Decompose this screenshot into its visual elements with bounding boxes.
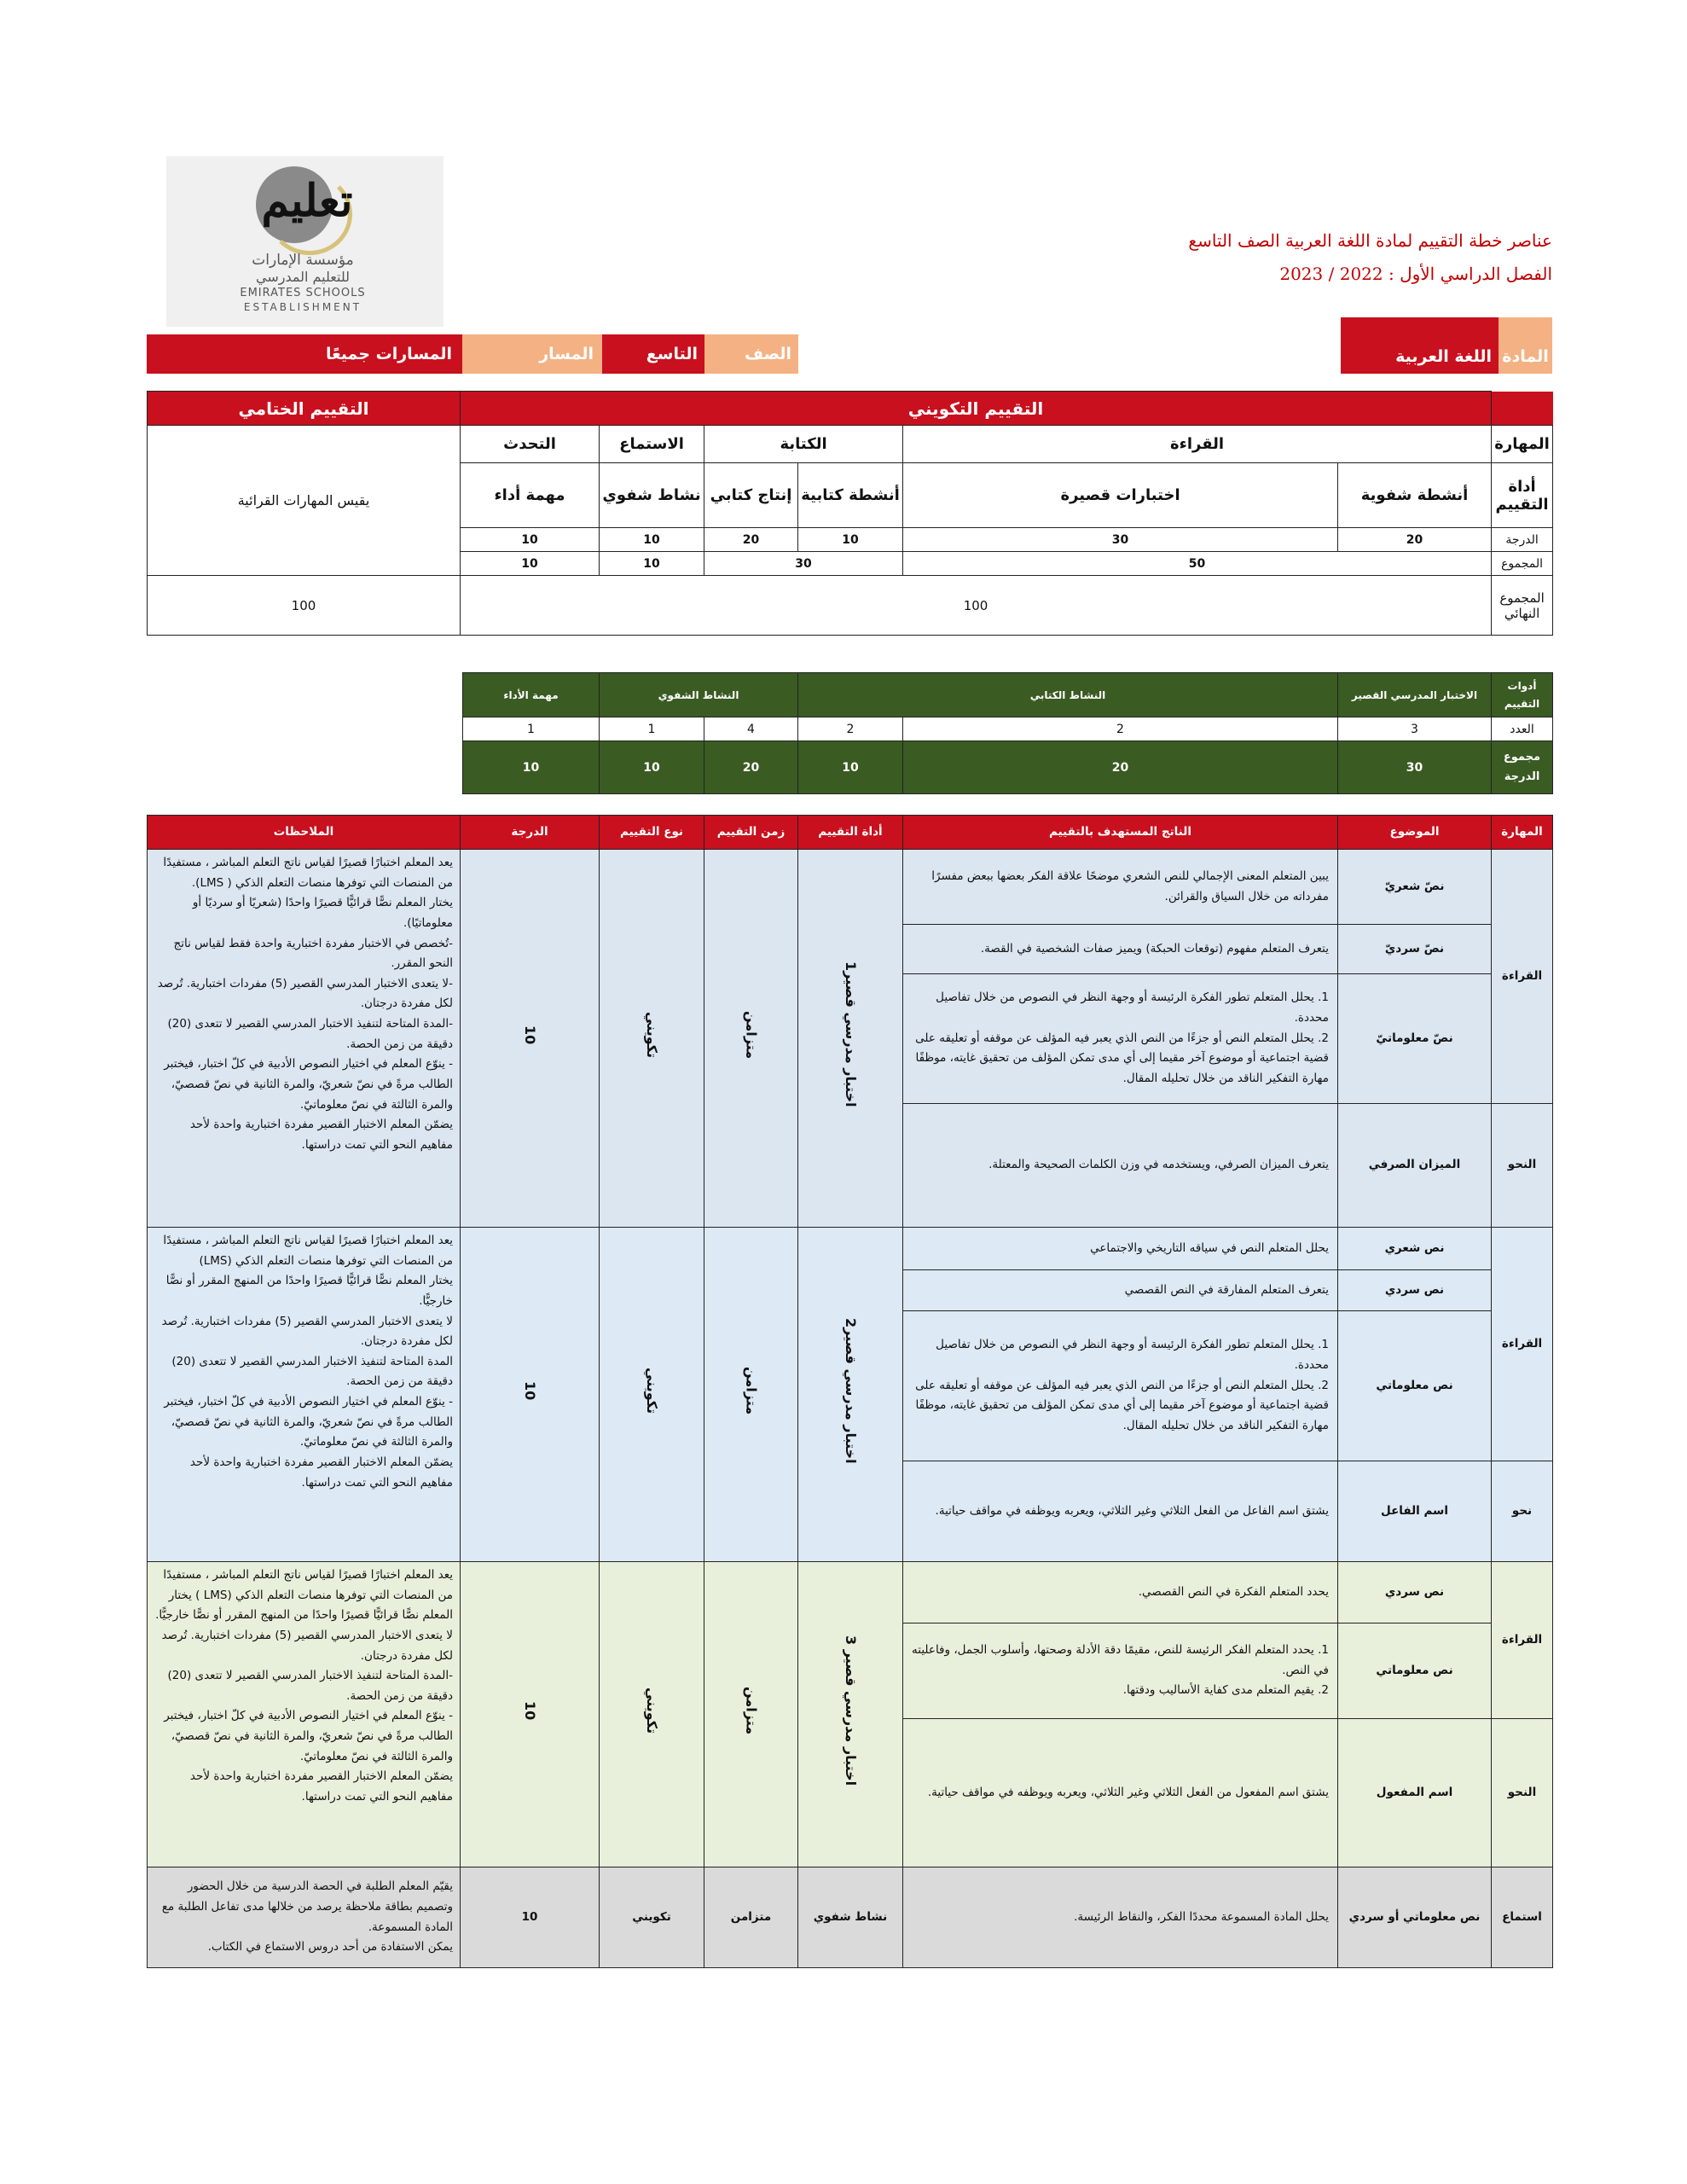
g3-type-text: تكويني xyxy=(644,1687,660,1734)
skill-reading: القراءة xyxy=(903,426,1492,463)
g3-skill-reading: القراءة xyxy=(1492,1562,1553,1719)
tool-short-tests: اختبارات قصيرة xyxy=(903,463,1338,528)
tools-table xyxy=(462,672,1553,794)
g1-notes xyxy=(148,850,461,1228)
count-cell: 3 xyxy=(1338,717,1492,741)
g2-type xyxy=(600,1228,704,1562)
g2-time xyxy=(704,1228,798,1562)
g2-notes-text: يعد المعلم اختبارًا قصيرًا لقياس ناتج التعلم المباشر ، مستفيدًا من المنصات التي توفرها منصات التعلم الذكي (LMS) يختار المعلم نصًّا قرائيًّا قصيرًا واحدًا من المنهج المقرر أو نصًّا خارجيًّا. لا يتعدى الاختبار المدرسي القصير (5) مفردات اختبارية. تُرصد لكل مفردة درجتان. المدة المتاحة لتنفيذ الاختبار المدرسي القصير لا تتعدى (20) دقيقة من زمن الحصة. - ينوّع المعلم في اختيار النصوص الأدبية في كلّ اختبار، فيختبر الطالب مرةً في نصّ شعريّ، والمرة الثانية في نصّ قصصيّ، والمرة الثالثة في نصّ معلوماتيّ. يضمّن المعلم الاختبار القصير مفردة اختبارية واحدة لأحد مفاهيم النحو التي تمت دراستها. xyxy=(161,1234,453,1490)
logo-line1: مؤسسة الإمارات xyxy=(252,252,354,269)
tool-written: النشاط الكتابي xyxy=(798,673,1338,717)
final-total-formative: 100 xyxy=(461,576,1492,636)
info-bar xyxy=(147,334,1552,374)
subject-value: اللغة العربية xyxy=(1341,317,1499,374)
g1-type xyxy=(600,850,704,1228)
g2-skill-reading: القراءة xyxy=(1492,1228,1553,1461)
g4-grade: 10 xyxy=(461,1867,600,1968)
sum-cell: 20 xyxy=(903,741,1338,794)
g1-outcome: يتعرف الميزان الصرفي، ويستخدمه في وزن الكلمات الصحيحة والمعتلة. xyxy=(903,1104,1338,1228)
g1-tool-text: اختبار مدرسي قصير1 xyxy=(843,961,859,1107)
g3-notes xyxy=(148,1562,461,1867)
col-tool: أداة التقييم xyxy=(798,816,903,850)
g3-time xyxy=(704,1562,798,1867)
grade-oral: 20 xyxy=(1338,528,1492,552)
grade-short-tests: 30 xyxy=(903,528,1338,552)
formative-header: التقييم التكويني xyxy=(461,392,1492,426)
g2-outcome-text: 1. يحلل المتعلم تطور الفكرة الرئيسة أو وجهة النظر في النصوص من خلال تفاصيل محددة. 2. يحلل المتعلم النص أو جزءًا من النص الذي يعبر فيه المؤلف عن موقفه أو تعليقه على قضية اجتماعية أو موضوع آخر مقيما إلى أي مدى تمكن المؤلف من تحقيق غايته، موظفًا مهارة التفكير الناقد من خلال تحليله المقال. xyxy=(915,1338,1329,1432)
g2-tool-text: اختبار مدرسي قصير2 xyxy=(843,1317,859,1464)
g3-tool xyxy=(798,1562,903,1867)
g3-outcome xyxy=(903,1623,1338,1719)
g1-topic: نصّ سرديّ xyxy=(1338,925,1492,974)
summary-table xyxy=(147,391,1553,636)
g1-grade xyxy=(461,850,600,1228)
grade-value: التاسع xyxy=(602,334,704,374)
page-title: عناصر خطة التقييم لمادة اللغة العربية الصف التاسع xyxy=(1188,230,1552,251)
count-label: العدد xyxy=(1492,717,1553,741)
g1-time xyxy=(704,850,798,1228)
g2-outcome: يشتق اسم الفاعل من الفعل الثلاثي وغير الثلاثي، ويعربه ويوظفه في مواقف حياتية. xyxy=(903,1461,1338,1562)
g3-grade-text: 10 xyxy=(522,1701,538,1721)
total-writing: 30 xyxy=(704,552,903,576)
g4-tool: نشاط شفوي xyxy=(798,1867,903,1968)
g1-outcome: يتعرف المتعلم مفهوم (توقعات الحبكة) ويميز صفات الشخصية في القصة. xyxy=(903,925,1338,974)
g1-skill-grammar: النحو xyxy=(1492,1104,1553,1228)
subject-label: المادة xyxy=(1499,317,1552,374)
g4-notes xyxy=(148,1867,461,1968)
col-type: نوع التقييم xyxy=(600,816,704,850)
tool-perf: مهمة الأداء xyxy=(463,673,600,717)
g2-topic: اسم الفاعل xyxy=(1338,1461,1492,1562)
col-time: زمن التقييم xyxy=(704,816,798,850)
track-label: المسار xyxy=(462,334,602,374)
logo-word: تعليم xyxy=(261,175,353,227)
logo xyxy=(166,156,443,327)
track-value: المسارات جميعًا xyxy=(147,334,462,374)
skill-listening: الاستماع xyxy=(600,426,704,463)
total-listening: 10 xyxy=(600,552,704,576)
count-cell: 2 xyxy=(903,717,1338,741)
tool-perf-task: مهمة أداء xyxy=(461,463,600,528)
g2-tool xyxy=(798,1228,903,1562)
g1-outcome xyxy=(903,974,1338,1104)
g1-topic: الميزان الصرفي xyxy=(1338,1104,1492,1228)
g2-topic: نص سردي xyxy=(1338,1270,1492,1311)
col-outcome: الناتج المستهدف بالتقييم xyxy=(903,816,1338,850)
final-total-label: المجموع النهائي xyxy=(1492,576,1553,636)
col-topic: الموضوع xyxy=(1338,816,1492,850)
g3-tool-text: اختبار مدرسي قصير 3 xyxy=(843,1635,859,1786)
final-total-final: 100 xyxy=(148,576,461,636)
grade-oral-act: 10 xyxy=(600,528,704,552)
g4-type: تكويني xyxy=(600,1867,704,1968)
tool-writing-prod: إنتاج كتابي xyxy=(704,463,798,528)
grade-perf-task: 10 xyxy=(461,528,600,552)
g3-skill-grammar: النحو xyxy=(1492,1719,1553,1867)
g4-outcome: يحلل المادة المسموعة محددًا الفكر، والنقاط الرئيسة. xyxy=(903,1867,1338,1968)
g1-notes-text: يعد المعلم اختبارًا قصيرًا لقياس ناتج التعلم المباشر ، مستفيدًا من المنصات التي توفرها منصات التعلم الذكي ( LMS). يختار المعلم نصًّا قرائيًّا قصيرًا واحدًا (شعريًا أو سرديًا أو معلوماتيًا). -تُخصص في الاختبار مفردة اختبارية واحدة فقط لقياس ناتج النحو المقرر. -لا يتعدى الاختبار المدرسي القصير (5) مفردات اختبارية. تُرصد لكل مفردة درجتان. -المدة المتاحة لتنفيذ الاختبار المدرسي القصير لا تتعدى (20) دقيقة من زمن الحصة. - ينوّع المعلم في اختيار النصوص الأدبية في كلّ اختبار، فيختبر الطالب مرةً في نصّ شعريّ، والمرة الثانية في نصّ قصصيّ، والمرة الثالثة في نصّ معلوماتيّ. يضمّن المعلم الاختبار القصير مفردة اختبارية واحدة لأحد مفاهيم النحو التي تمت دراستها. xyxy=(157,856,453,1152)
g2-outcome xyxy=(903,1311,1338,1461)
g1-topic: نصّ معلوماتيّ xyxy=(1338,974,1492,1104)
detail-table xyxy=(147,815,1553,1968)
grade-label: الصف xyxy=(704,334,798,374)
g3-topic: اسم المفعول xyxy=(1338,1719,1492,1867)
g3-outcome-text: 1. يحدد المتعلم الفكر الرئيسة للنص، مقيمًا دقة الأدلة وصحتها، وأسلوب الجمل، وفاعليته في النص. 2. يقيم المتعلم مدى كفاية الأساليب ودقتها. xyxy=(912,1643,1329,1698)
tool-oral: أنشطة شفوية xyxy=(1338,463,1492,528)
total-reading: 50 xyxy=(903,552,1492,576)
g1-tool xyxy=(798,850,903,1228)
g2-grade-text: 10 xyxy=(522,1381,538,1401)
total-label: المجموع xyxy=(1492,552,1553,576)
g2-topic: نص معلوماتي xyxy=(1338,1311,1492,1461)
tool-label: أداة التقييم xyxy=(1492,463,1553,528)
skill-speaking: التحدث xyxy=(461,426,600,463)
col-notes: الملاحظات xyxy=(148,816,461,850)
tools-label: أدوات التقييم xyxy=(1492,673,1553,717)
grade-label: الدرجة xyxy=(1492,528,1553,552)
g4-time: متزامن xyxy=(704,1867,798,1968)
count-cell: 1 xyxy=(463,717,600,741)
g4-topic: نص معلوماتي أو سردي xyxy=(1338,1867,1492,1968)
g2-outcome: يتعرف المتعلم المفارقة في النص القصصي xyxy=(903,1270,1338,1311)
col-grade: الدرجة xyxy=(461,816,600,850)
g3-outcome: يشتق اسم المفعول من الفعل الثلاثي وغير الثلاثي، ويعربه ويوظفه في مواقف حياتية. xyxy=(903,1719,1338,1867)
sum-cell: 10 xyxy=(798,741,903,794)
g1-outcome-text: 1. يحلل المتعلم تطور الفكرة الرئيسة أو وجهة النظر في النصوص من خلال تفاصيل محددة. 2. يحلل المتعلم النص أو جزءًا من النص الذي يعبر فيه المؤلف عن موقفه أو تعليقه على قضية اجتماعية أو موضوع آخر مقيما إلى أي مدى تمكن المؤلف من تحقيق غايته، موظفًا مهارة التفكير الناقد من خلال تحليله المقال. xyxy=(915,990,1329,1085)
tool-oral-act: نشاط شفوي xyxy=(600,463,704,528)
g2-skill-grammar: نحو xyxy=(1492,1461,1553,1562)
g3-topic: نص سردي xyxy=(1338,1562,1492,1623)
tool-writing-acts: أنشطة كتابية xyxy=(798,463,903,528)
sum-cell: 10 xyxy=(600,741,704,794)
tool-oral: النشاط الشفوي xyxy=(600,673,798,717)
sum-label: مجموع الدرجة xyxy=(1492,741,1553,794)
g4-notes-text: يقيّم المعلم الطلبة في الحصة الدرسية من خلال الحضور وتصميم بطاقة ملاحظة يرصد من خلالها مدى تفاعل الطلبة مع المادة المسموعة. يمكن الاستفادة من أحد دروس الاستماع في الكتاب. xyxy=(161,1879,453,1955)
grade-writing-prod: 20 xyxy=(704,528,798,552)
g3-grade xyxy=(461,1562,600,1867)
count-cell: 2 xyxy=(798,717,903,741)
skill-label: المهارة xyxy=(1492,426,1553,463)
g1-type-text: تكويني xyxy=(644,1011,660,1058)
final-header: التقييم الختامي xyxy=(148,392,461,426)
count-cell: 1 xyxy=(600,717,704,741)
g2-time-text: متزامن xyxy=(743,1367,760,1415)
sum-cell: 20 xyxy=(704,741,798,794)
g3-outcome: يحدد المتعلم الفكرة في النص القصصي. xyxy=(903,1562,1338,1623)
page-subtitle: الفصل الدراسي الأول : 2022 / 2023 xyxy=(1279,264,1552,284)
logo-line2: للتعليم المدرسي xyxy=(255,269,350,285)
g2-type-text: تكويني xyxy=(644,1368,660,1414)
g3-type xyxy=(600,1562,704,1867)
skill-writing: الكتابة xyxy=(704,426,903,463)
g1-topic: نصّ شعريّ xyxy=(1338,850,1492,925)
g2-outcome: يحلل المتعلم النص في سياقه التاريخي والاجتماعي xyxy=(903,1228,1338,1270)
g3-notes-text: يعد المعلم اختبارًا قصيرًا لقياس ناتج التعلم المباشر ، مستفيدًا من المنصات التي توفرها منصات التعلم الذكي (LMS ) يختار المعلم نصًّا قرائيًّا قصيرًا واحدًا من المنهج المقرر أو نصًّا خارجيًّا. لا يتعدى الاختبار المدرسي القصير (5) مفردات اختبارية. تُرصد لكل مفردة درجتان. -المدة المتاحة لتنفيذ الاختبار المدرسي القصير لا تتعدى (20) دقيقة من زمن الحصة. - ينوّع المعلم في اختيار النصوص الأدبية في كلّ اختبار، فيختبر الطالب مرةً في نصّ شعريّ، والمرة الثانية في نصّ قصصيّ، والمرة الثالثة في نصّ معلوماتيّ. يضمّن المعلم الاختبار القصير مفردة اختبارية واحدة لأحد مفاهيم النحو التي تمت دراستها. xyxy=(155,1568,453,1804)
g1-time-text: متزامن xyxy=(743,1010,760,1059)
g4-skill: استماع xyxy=(1492,1867,1553,1968)
g3-time-text: متزامن xyxy=(743,1687,760,1735)
col-skill: المهارة xyxy=(1492,816,1553,850)
logo-english1: EMIRATES SCHOOLS xyxy=(240,287,366,299)
g2-grade xyxy=(461,1228,600,1562)
total-speaking: 10 xyxy=(461,552,600,576)
grade-writing-acts: 10 xyxy=(798,528,903,552)
final-note: يقيس المهارات القرائية xyxy=(148,426,461,576)
g2-topic: نص شعري xyxy=(1338,1228,1492,1270)
g1-skill-reading: القراءة xyxy=(1492,850,1553,1104)
g1-grade-text: 10 xyxy=(522,1025,538,1044)
count-cell: 4 xyxy=(704,717,798,741)
g1-outcome: يبين المتعلم المعنى الإجمالي للنص الشعري موضحًا علاقة الفكر بعضها ببعض مفسرًا مفرداته من خلال السياق والقرائن. xyxy=(903,850,1338,925)
sum-cell: 30 xyxy=(1338,741,1492,794)
logo-english2: ESTABLISHMENT xyxy=(243,301,362,313)
g2-notes xyxy=(148,1228,461,1562)
g3-topic: نص معلوماتي xyxy=(1338,1623,1492,1719)
sum-cell: 10 xyxy=(463,741,600,794)
tool-short-test: الاختبار المدرسي القصير xyxy=(1338,673,1492,717)
